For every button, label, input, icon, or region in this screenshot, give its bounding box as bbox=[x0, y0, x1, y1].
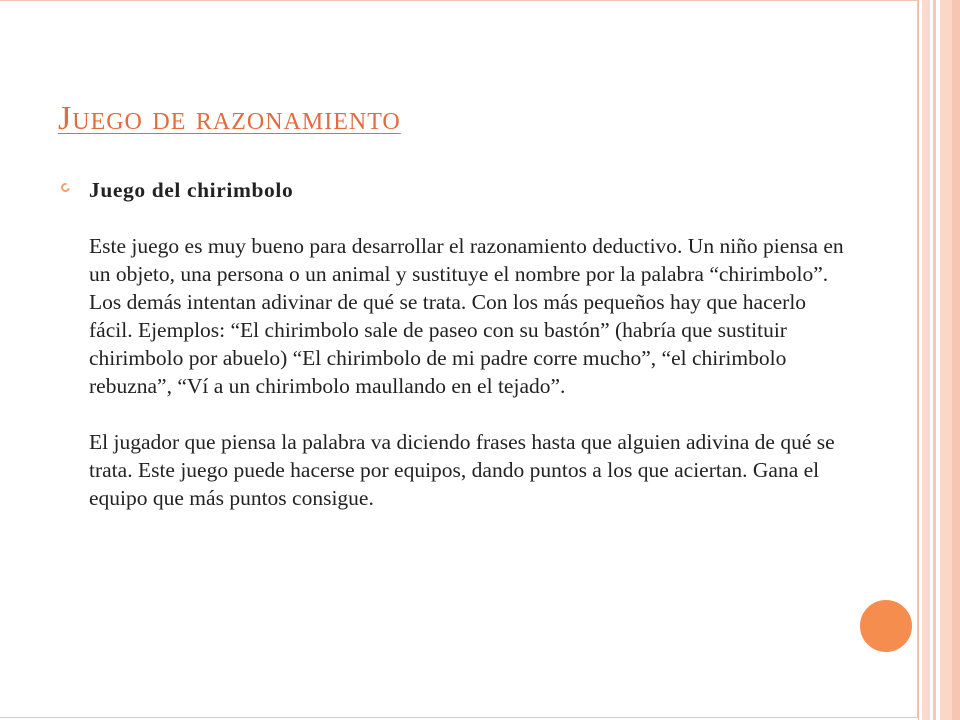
subtitle: Juego del chirimbolo bbox=[89, 178, 294, 202]
decorative-stripe bbox=[952, 0, 960, 720]
slide-body bbox=[89, 176, 849, 512]
decorative-stripe bbox=[922, 0, 930, 720]
decorative-stripe bbox=[940, 0, 952, 720]
decorative-stripe bbox=[933, 0, 936, 720]
paragraph-2: El jugador que piensa la palabra va diciendo frases hasta que alguien adivina de qué se trata. Este juego puede hacerse por equipos, dando puntos a los que aciertan. Gana el equipo que más puntos consigue. bbox=[89, 430, 835, 510]
decorative-circle bbox=[858, 598, 914, 654]
slide-title: Juego de razonamiento bbox=[58, 100, 401, 137]
decorative-stripe bbox=[918, 0, 919, 720]
paragraph-1: Este juego es muy bueno para desarrollar el razonamiento deductivo. Un niño piensa en un objeto, una persona o un animal y sustituye el nombre por la palabra “chirimbolo”. Los demás intentan adivinar de qué se trata. Con los más pequeños hay que hacerlo fácil. Ejemplos: “El chirimbolo sale de paseo con su bastón” (habría que sustituir chirimbolo por abuelo) “El chirimbolo de mi padre corre mucho”, “el chirimbolo rebuzna”, “Ví a un chirimbolo maullando en el tejado”. bbox=[89, 234, 844, 398]
